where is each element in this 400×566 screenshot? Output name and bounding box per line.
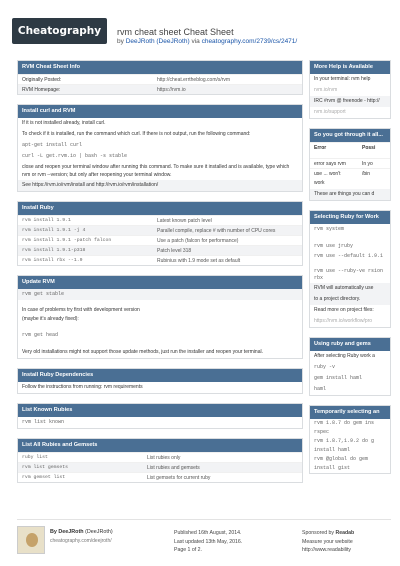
help-link[interactable]: rvm.io/rvm <box>314 87 338 93</box>
table-row <box>18 452 302 462</box>
temp-box <box>309 405 391 474</box>
table-row <box>18 225 302 235</box>
cmd-cell: rvm install 1.9.1 -patch falcon <box>22 238 112 243</box>
install-cmd: apt-get install curl <box>22 142 83 148</box>
using-box <box>309 337 391 396</box>
select-cmd: rvm use --default 1.9.1 <box>314 253 384 259</box>
using-cmd: gem install haml <box>314 375 363 381</box>
sheet-url-link[interactable]: cheatography.com/2739/cs/2471/ <box>201 38 298 45</box>
temp-title: Temporarily selecting an <box>310 406 390 419</box>
selecting-title: Selecting Ruby for Work <box>310 211 390 224</box>
left-column <box>17 60 303 492</box>
cmd-cell: rvm install 1.9.1-p318 <box>22 248 86 253</box>
by-prefix: by <box>117 38 124 45</box>
known-box <box>17 403 303 429</box>
published-date: Published 16th August, 2014. <box>174 530 242 536</box>
install-box <box>17 104 303 192</box>
right-column <box>309 60 391 483</box>
cmd-cell: rvm gemset list <box>22 475 66 480</box>
page-footer <box>17 519 391 559</box>
page-header <box>0 0 400 55</box>
install-box-title: Install curl and RVM <box>18 105 302 118</box>
desc-cell: List rubies and gemsets <box>147 464 200 471</box>
selecting-box <box>309 210 391 328</box>
cmd-cell: rvm install rbx --1.9 <box>22 258 83 263</box>
install-see-also[interactable]: See https://rvm.io/rvm/install and http://rvm.io/rvm/installation/ <box>18 180 302 191</box>
gemsets-box <box>17 438 303 483</box>
desc-cell: Rubinius with 1.9 mode set as default <box>157 257 241 264</box>
install-text: If it is not installed already, install curl. <box>22 120 106 126</box>
update-note: In case of problems try first with development version <box>22 307 140 313</box>
sponsor-url[interactable]: http://www.readability <box>302 547 352 553</box>
table-row <box>18 472 302 482</box>
gemsets-title: List All Rubies and Gemsets <box>18 439 302 452</box>
temp-cmd: install haml <box>314 447 351 453</box>
using-title: Using ruby and gems <box>310 338 390 351</box>
table-header <box>310 142 390 152</box>
using-line: After selecting Ruby work a <box>314 353 375 359</box>
deps-title: Install Ruby Dependencies <box>18 369 302 382</box>
homepage-link[interactable]: https://rvm.io <box>157 86 186 93</box>
desc-cell: Use a patch (falcon for performance) <box>157 237 239 244</box>
using-cmd: ruby -v <box>314 364 336 370</box>
col-header: Possi <box>362 144 376 151</box>
known-title: List Known Rubies <box>18 404 302 417</box>
update-title: Update RVM <box>18 276 302 289</box>
cell: work <box>314 180 325 186</box>
update-box <box>17 275 303 359</box>
table-row <box>18 235 302 245</box>
original-link[interactable]: http://cheat.errtheblog.com/s/rvm <box>157 76 231 83</box>
row-label: Originally Posted: <box>22 76 62 83</box>
table-row <box>18 245 302 255</box>
col-header: Error <box>314 144 327 151</box>
install-ruby-title: Install Ruby <box>18 202 302 215</box>
temp-cmd: rvm 1.8.7,1.9.2 do g <box>314 438 375 444</box>
using-cmd: haml <box>314 386 327 392</box>
cell: /bin <box>362 170 371 177</box>
cell: use ... won't <box>314 170 341 177</box>
help-line: IRC #rvm @ freenode - http:// <box>310 96 390 107</box>
stuck-note: These are things you can d <box>310 189 390 200</box>
info-box-title: RVM Cheat Sheet Info <box>18 61 302 74</box>
update-note: Very old installations might not support those update methods, just run the installer and reopen your terminal. <box>22 349 263 355</box>
author-link[interactable]: DeeJRoth (DeeJRoth) <box>125 38 190 45</box>
author-avatar[interactable] <box>17 526 45 554</box>
help-box <box>309 60 391 119</box>
sponsor-line <box>302 529 354 538</box>
deps-box <box>17 368 303 394</box>
select-note: to a project directory. <box>310 294 390 305</box>
desc-cell: List gemsets for current ruby <box>147 474 211 481</box>
footer-sponsor <box>302 529 354 555</box>
info-box <box>17 60 303 95</box>
temp-cmd: install gist <box>314 465 351 471</box>
select-note: Read more on project files: <box>314 307 374 313</box>
stuck-title: So you got through it all... <box>310 129 390 142</box>
table-row <box>18 215 302 225</box>
select-cmd: rvm use --ruby-ve rsion rbx <box>314 268 384 281</box>
known-cmd: rvm list known <box>22 419 65 425</box>
help-link[interactable]: rvm.io/support <box>314 109 346 115</box>
footer-by: By <box>50 529 57 535</box>
temp-cmd: rvm @global do gem <box>314 456 369 462</box>
sponsor-tagline: Measure your website <box>302 538 353 545</box>
footer-author-handle: (DeeJRoth) <box>85 529 113 535</box>
table-row <box>18 462 302 472</box>
sponsor-name[interactable]: Readab <box>335 530 355 536</box>
temp-cmd: rspec <box>314 429 330 435</box>
updated-date: Last updated 13th May, 2016. <box>174 538 243 545</box>
select-note: RVM will automatically use <box>310 283 390 294</box>
update-note: (maybe it's already fixed): <box>22 316 79 322</box>
install-text: close and reopen your terminal window after running this command. To make sure it installed and is available, type which rvm or rvm --version; but only after reopening your terminal window. <box>22 164 290 178</box>
cmd-cell: rvm list gemsets <box>22 465 69 470</box>
install-text: To check if it is installed, run the command which curl. If there is not output, run the following command: <box>22 131 251 137</box>
select-cmd: rvm system <box>314 226 345 232</box>
cell: In yo <box>362 160 373 167</box>
sponsor-prefix: Sponsored by <box>302 530 335 536</box>
table-row <box>18 255 302 265</box>
install-cmd: curl -L get.rvm.io | bash -s stable <box>22 153 128 159</box>
cheatography-logo[interactable]: Cheatography <box>12 18 107 44</box>
footer-author-url[interactable]: cheatography.com/deejroth/ <box>50 538 112 544</box>
cmd-cell: rvm install 1.9.1 <box>22 218 71 223</box>
table-row <box>310 168 390 178</box>
footer-dates <box>174 529 242 555</box>
update-cmd: rvm get head <box>22 332 59 338</box>
table-row <box>310 158 390 168</box>
help-title: More Help is Available <box>310 61 390 74</box>
cmd-cell: ruby list <box>22 455 48 460</box>
desc-cell: Patch level 318 <box>157 247 192 254</box>
desc-cell: Latest known patch level <box>157 217 212 224</box>
byline <box>117 38 297 45</box>
desc-cell: List rubies only <box>147 454 181 461</box>
update-cmd: rvm get stable <box>18 289 302 300</box>
install-ruby-box <box>17 201 303 266</box>
cmd-cell: rvm install 1.9.1 -j 4 <box>22 228 86 233</box>
row-label: RVM Homepage: <box>22 86 61 93</box>
desc-cell: Parallel compile, replace # with number of CPU cores <box>157 227 276 234</box>
help-line: In your terminal: rvm help <box>314 76 371 82</box>
stuck-box <box>309 128 391 201</box>
footer-author <box>50 529 113 535</box>
select-cmd: rvm use jruby <box>314 243 354 249</box>
select-link[interactable]: https://rvm.io/workflow/pro <box>314 318 373 324</box>
deps-text: Follow the instructions from running: rvm requirements <box>22 384 143 390</box>
footer-author-name[interactable]: DeeJRoth <box>58 529 84 535</box>
table-row <box>18 74 302 84</box>
page-number: Page 1 of 2. <box>174 547 202 553</box>
via-label: via <box>191 38 200 45</box>
temp-cmd: rvm 1.8.7 do gem ins <box>314 420 375 426</box>
page-title: rvm cheat sheet Cheat Sheet <box>117 27 234 37</box>
cell: error says rvm <box>314 160 346 167</box>
table-row <box>18 84 302 94</box>
